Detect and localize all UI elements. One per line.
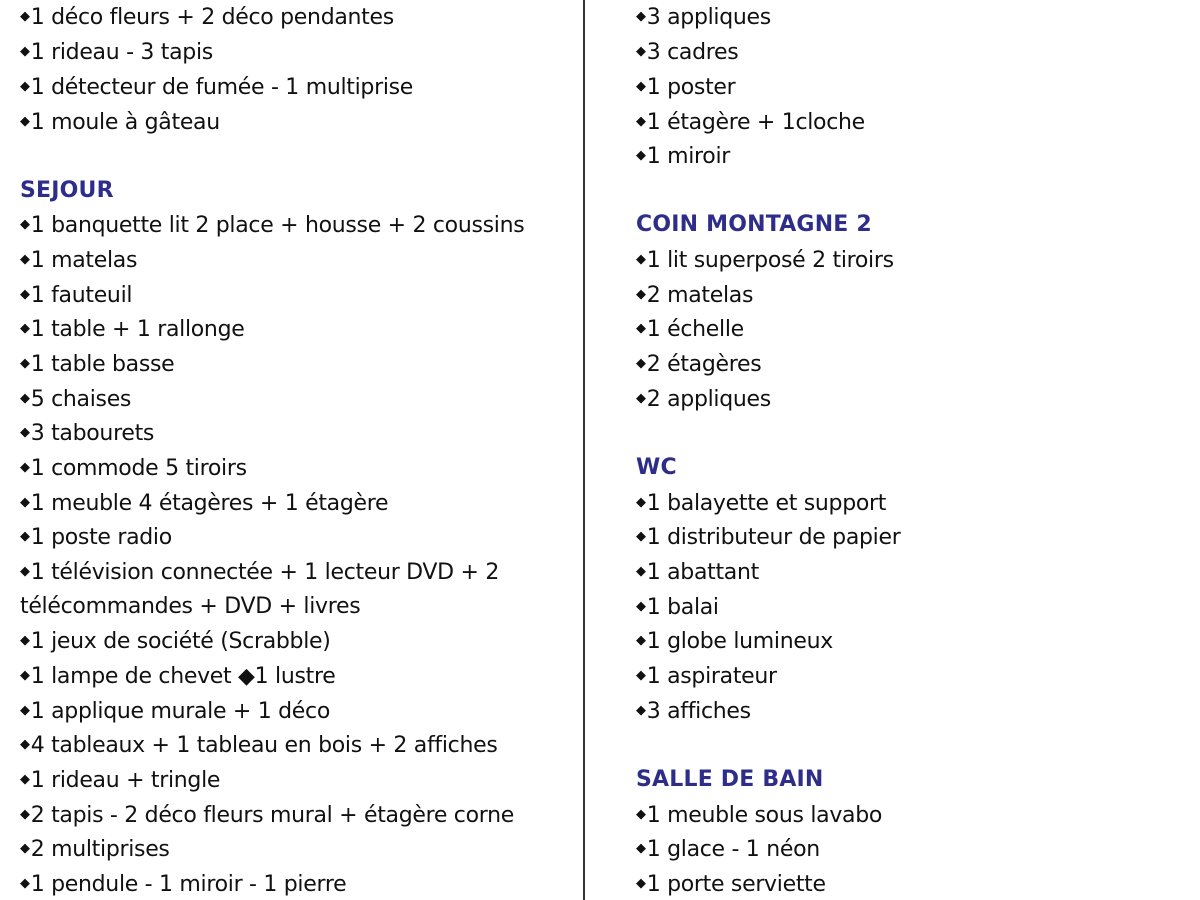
item-text: 5 chaises (30, 387, 132, 412)
item-text: 3 affiches (646, 699, 751, 724)
diamond-bullet-icon: ◆ (636, 633, 646, 648)
diamond-bullet-icon: ◆ (20, 633, 30, 648)
list-item (20, 559, 499, 586)
list-item (636, 109, 865, 136)
item-text: COIN MONTAGNE 2 (636, 212, 872, 237)
list-item (636, 802, 882, 829)
list-item (636, 698, 751, 725)
diamond-bullet-icon: ◆ (636, 529, 646, 544)
list-item (20, 698, 330, 725)
diamond-bullet-icon: ◆ (636, 564, 646, 579)
item-text: 1 déco fleurs + 2 déco pendantes (30, 5, 394, 30)
list-item (20, 455, 247, 482)
list-item (636, 524, 900, 551)
section-heading (636, 767, 824, 793)
item-text: WC (636, 455, 677, 480)
diamond-bullet-icon: ◆ (20, 79, 30, 94)
diamond-bullet-icon: ◆ (20, 44, 30, 59)
list-item (636, 594, 719, 621)
list-item (20, 836, 170, 863)
diamond-bullet-icon: ◆ (636, 841, 646, 856)
diamond-bullet-icon: ◆ (636, 599, 646, 614)
list-item (636, 316, 744, 343)
item-text: 1 balayette et support (646, 491, 887, 516)
list-item (636, 490, 886, 517)
diamond-bullet-icon: ◆ (636, 44, 646, 59)
diamond-bullet-icon: ◆ (636, 876, 646, 891)
list-item (20, 732, 498, 759)
item-text: 1 moule à gâteau (30, 110, 220, 135)
column-divider (583, 0, 585, 900)
diamond-bullet-icon: ◆ (636, 287, 646, 302)
item-text: SEJOUR (20, 178, 114, 203)
list-item (636, 74, 735, 101)
diamond-bullet-icon: ◆ (20, 772, 30, 787)
item-text: 2 appliques (646, 387, 771, 412)
list-item (20, 524, 172, 551)
item-text: 3 appliques (646, 5, 771, 30)
list-item (20, 767, 220, 794)
diamond-bullet-icon: ◆ (20, 114, 30, 129)
list-item (636, 559, 759, 586)
item-text: 3 tabourets (30, 421, 155, 446)
list-item (636, 143, 730, 170)
list-item (636, 663, 777, 690)
list-item (20, 39, 213, 66)
list-item (636, 39, 738, 66)
list-item (20, 663, 336, 690)
list-item (20, 871, 346, 898)
section-heading (636, 212, 872, 238)
list-item (20, 212, 524, 239)
diamond-bullet-icon: ◆ (20, 287, 30, 302)
list-item (20, 594, 360, 620)
list-item (20, 386, 131, 413)
diamond-bullet-icon: ◆ (20, 391, 30, 406)
item-text: 2 tapis - 2 déco fleurs mural + étagère corne (30, 803, 514, 828)
list-item (636, 247, 894, 274)
item-text: 1 pendule - 1 miroir - 1 pierre (30, 872, 347, 897)
item-text: 1 table basse (30, 352, 175, 377)
diamond-bullet-icon: ◆ (20, 807, 30, 822)
diamond-bullet-icon: ◆ (20, 321, 30, 336)
item-text: 1 étagère + 1cloche (646, 110, 865, 135)
item-text: 4 tableaux + 1 tableau en bois + 2 affiches (30, 733, 498, 758)
list-item (20, 628, 331, 655)
item-text: 1 miroir (646, 144, 731, 169)
diamond-bullet-icon: ◆ (636, 9, 646, 24)
diamond-bullet-icon: ◆ (636, 79, 646, 94)
list-item (20, 351, 174, 378)
diamond-bullet-icon: ◆ (636, 356, 646, 371)
item-text: 1 distributeur de papier (646, 525, 901, 550)
diamond-bullet-icon: ◆ (20, 495, 30, 510)
list-item (636, 836, 820, 863)
list-item (20, 4, 394, 31)
list-item (636, 4, 771, 31)
diamond-bullet-icon: ◆ (20, 356, 30, 371)
item-text: 1 porte serviette (646, 872, 826, 897)
item-text: 1 globe lumineux (646, 629, 833, 654)
list-item (636, 871, 826, 898)
item-text: 1 aspirateur (646, 664, 777, 689)
item-text: 1 table + 1 rallonge (30, 317, 245, 342)
item-text: SALLE DE BAIN (636, 767, 824, 792)
section-heading (636, 455, 677, 481)
item-text: 1 abattant (646, 560, 759, 585)
diamond-bullet-icon: ◆ (20, 703, 30, 718)
diamond-bullet-icon: ◆ (20, 425, 30, 440)
item-text: 1 rideau - 3 tapis (30, 40, 213, 65)
item-text: 1 poste radio (30, 525, 172, 550)
item-text: 1 meuble 4 étagères + 1 étagère (30, 491, 389, 516)
item-text: 1 balai (646, 595, 719, 620)
item-text: 2 matelas (646, 283, 754, 308)
item-text: 1 applique murale + 1 déco (30, 699, 330, 724)
list-item (636, 351, 761, 378)
diamond-bullet-icon: ◆ (20, 737, 30, 752)
diamond-bullet-icon: ◆ (636, 148, 646, 163)
diamond-bullet-icon: ◆ (20, 529, 30, 544)
item-text: télécommandes + DVD + livres (20, 594, 361, 619)
list-item (20, 490, 388, 517)
item-text: 1 poster (646, 75, 736, 100)
item-text: 1 banquette lit 2 place + housse + 2 coussins (30, 213, 525, 238)
list-item (636, 386, 771, 413)
list-item (20, 282, 132, 309)
list-item (20, 74, 413, 101)
diamond-bullet-icon: ◆ (20, 668, 30, 683)
list-item (20, 247, 137, 274)
item-text: 1 rideau + tringle (30, 768, 221, 793)
diamond-bullet-icon: ◆ (636, 703, 646, 718)
item-text: 1 télévision connectée + 1 lecteur DVD + 2 (30, 560, 500, 585)
item-text: 1 fauteuil (30, 283, 133, 308)
list-item (636, 628, 833, 655)
diamond-bullet-icon: ◆ (20, 9, 30, 24)
list-item (20, 109, 220, 136)
diamond-bullet-icon: ◆ (20, 564, 30, 579)
diamond-bullet-icon: ◆ (636, 321, 646, 336)
item-text: 1 commode 5 tiroirs (30, 456, 247, 481)
list-item (20, 316, 244, 343)
diamond-bullet-icon: ◆ (20, 841, 30, 856)
item-text: 1 lampe de chevet ◆1 lustre (30, 664, 336, 689)
item-text: 1 jeux de société (Scrabble) (30, 629, 331, 654)
item-text: 1 glace - 1 néon (646, 837, 820, 862)
diamond-bullet-icon: ◆ (636, 807, 646, 822)
list-item (636, 282, 753, 309)
diamond-bullet-icon: ◆ (636, 668, 646, 683)
item-text: 1 matelas (30, 248, 138, 273)
item-text: 1 meuble sous lavabo (646, 803, 883, 828)
item-text: 1 échelle (646, 317, 744, 342)
item-text: 1 détecteur de fumée - 1 multiprise (30, 75, 414, 100)
item-text: 2 multiprises (30, 837, 170, 862)
diamond-bullet-icon: ◆ (636, 114, 646, 129)
list-item (20, 420, 154, 447)
diamond-bullet-icon: ◆ (20, 876, 30, 891)
diamond-bullet-icon: ◆ (636, 495, 646, 510)
list-item (20, 802, 514, 829)
item-text: 3 cadres (646, 40, 739, 65)
diamond-bullet-icon: ◆ (20, 252, 30, 267)
section-heading (20, 178, 114, 204)
diamond-bullet-icon: ◆ (636, 252, 646, 267)
item-text: 1 lit superposé 2 tiroirs (646, 248, 894, 273)
diamond-bullet-icon: ◆ (20, 217, 30, 232)
diamond-bullet-icon: ◆ (20, 460, 30, 475)
diamond-bullet-icon: ◆ (636, 391, 646, 406)
item-text: 2 étagères (646, 352, 762, 377)
